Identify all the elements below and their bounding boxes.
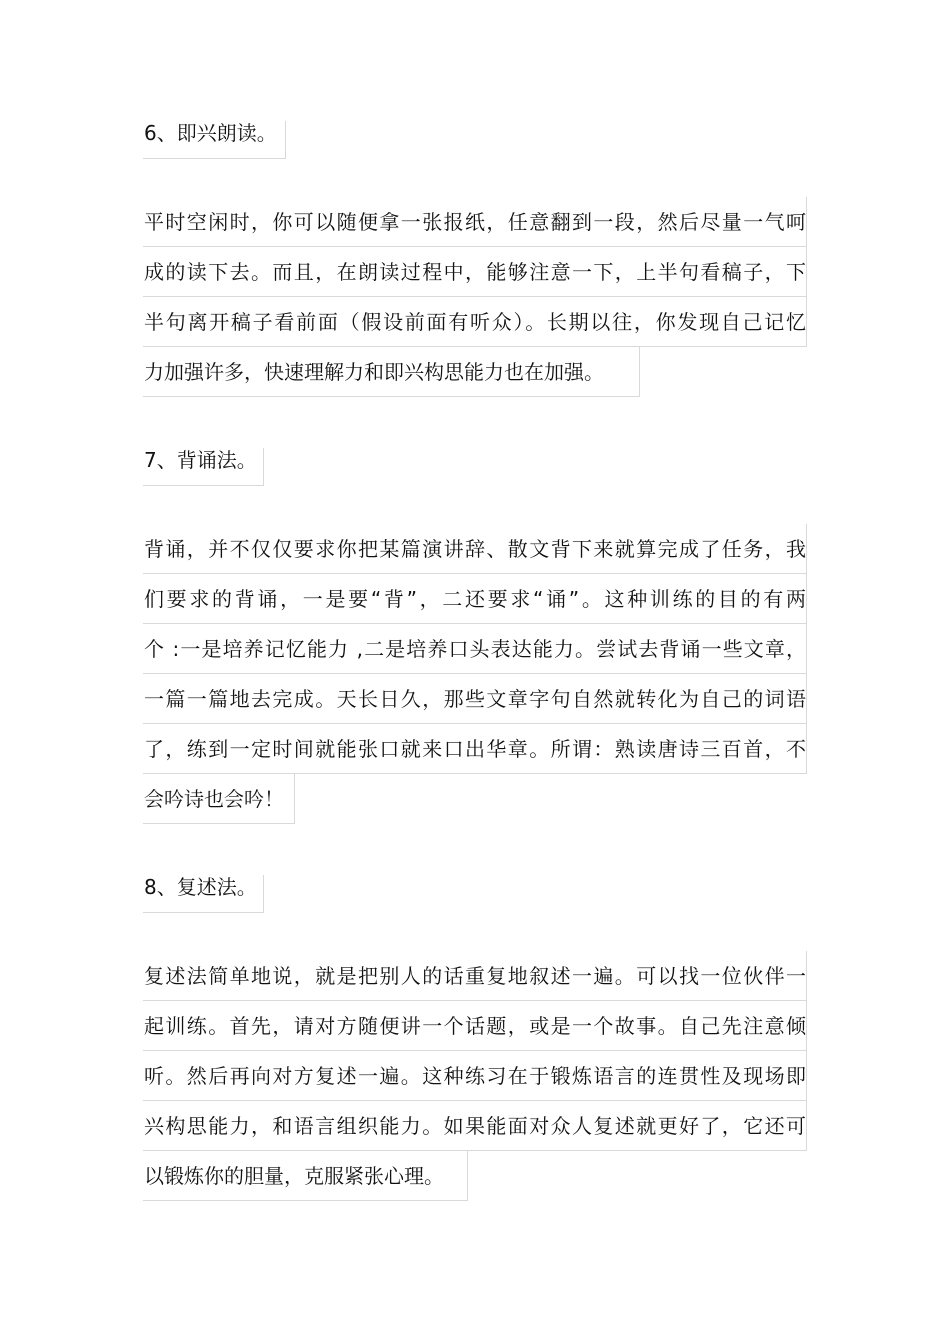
paragraph-line: 一篇一篇地去完成。天长日久，那些文章字句自然就转化为自己的词语 — [143, 674, 807, 724]
paragraph-line: 们要求的背诵，一是要“背”，二还要求“诵”。这种训练的目的有两 — [143, 574, 807, 624]
paragraph-line: 兴构思能力，和语言组织能力。如果能面对众人复述就更好了，它还可 — [143, 1101, 807, 1151]
paragraph-line: 成的读下去。而且，在朗读过程中，能够注意一下，上半句看稿子，下 — [143, 247, 807, 297]
section-heading-7: 7、背诵法。 — [143, 448, 264, 486]
paragraph-line: 起训练。首先，请对方随便讲一个话题，或是一个故事。自己先注意倾 — [143, 1001, 807, 1051]
paragraph-line: 听。然后再向对方复述一遍。这种练习在于锻炼语言的连贯性及现场即 — [143, 1051, 807, 1101]
paragraph-line: 个 :一是培养记忆能力 ,二是培养口头表达能力。尝试去背诵一些文章， — [143, 624, 807, 674]
section-heading-8: 8、复述法。 — [143, 875, 264, 913]
paragraph-line: 力加强许多，快速理解力和即兴构思能力也在加强。 — [143, 347, 640, 397]
paragraph-line: 以锻炼你的胆量，克服紧张心理。 — [143, 1151, 468, 1201]
section-heading-6: 6、即兴朗读。 — [143, 121, 286, 159]
paragraph-line: 背诵，并不仅仅要求你把某篇演讲辞、散文背下来就算完成了任务，我 — [143, 524, 807, 574]
paragraph-line: 平时空闲时，你可以随便拿一张报纸，任意翻到一段，然后尽量一气呵 — [143, 197, 807, 247]
paragraph-line: 半句离开稿子看前面（假设前面有听众）。长期以往，你发现自己记忆 — [143, 297, 807, 347]
paragraph-line: 会吟诗也会吟！ — [143, 774, 295, 824]
paragraph-line: 了，练到一定时间就能张口就来口出华章。所谓：熟读唐诗三百首，不 — [143, 724, 807, 774]
paragraph-line: 复述法简单地说，就是把别人的话重复地叙述一遍。可以找一位伙伴一 — [143, 951, 807, 1001]
